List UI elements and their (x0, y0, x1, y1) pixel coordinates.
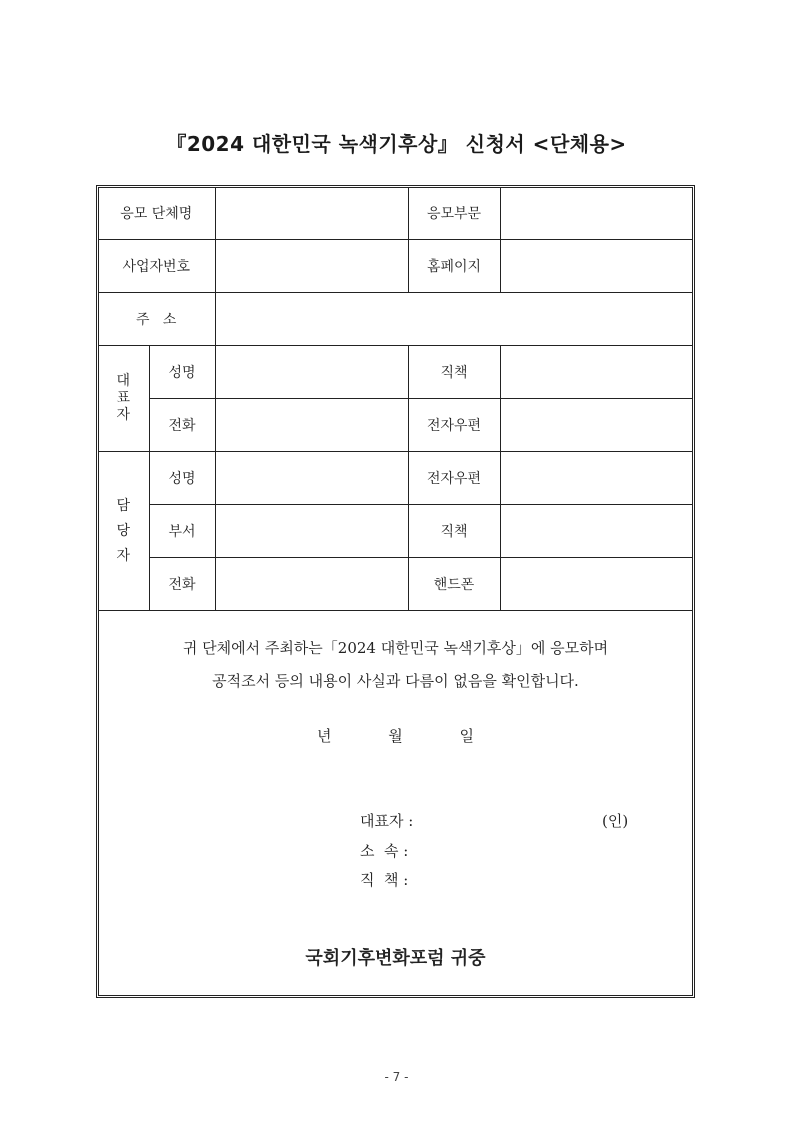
affiliation-label: 소 속 : (360, 842, 409, 860)
mgr-position-field[interactable] (500, 505, 693, 558)
declaration-section (98, 611, 693, 996)
declaration-line-2: 공적조서 등의 내용이 사실과 다름이 없음을 확인합니다. (212, 672, 579, 690)
rep-phone-field[interactable] (215, 399, 408, 452)
table-row (98, 558, 693, 611)
table-row (98, 346, 693, 399)
rep-group-char: 자 (116, 407, 131, 423)
day-label: 일 (459, 727, 475, 745)
mgr-email-label: 전자우편 (408, 452, 500, 505)
rep-position-label: 직책 (408, 346, 500, 399)
mgr-phone-field[interactable] (215, 558, 408, 611)
page-title: 『2024 대한민국 녹색기후상』 신청서 <단체용> (166, 132, 627, 156)
representative-signature-label: 대표자 : (360, 812, 414, 830)
rep-group-char: 대 (116, 373, 131, 389)
org-name-label: 응모 단체명 (98, 187, 215, 240)
declaration-line-1: 귀 단체에서 주최하는「2024 대한민국 녹색기후상」에 응모하며 (182, 639, 609, 657)
mgr-dept-field[interactable] (215, 505, 408, 558)
rep-email-label: 전자우편 (408, 399, 500, 452)
rep-phone-label: 전화 (149, 399, 215, 452)
mgr-email-field[interactable] (500, 452, 693, 505)
rep-name-label: 성명 (149, 346, 215, 399)
table-row (98, 452, 693, 505)
table-row (98, 505, 693, 558)
address-field[interactable] (215, 293, 693, 346)
mgr-name-field[interactable] (215, 452, 408, 505)
seal-mark: (인) (602, 812, 629, 830)
mgr-group-char: 당 (116, 522, 131, 539)
year-label: 년 (316, 727, 332, 745)
mgr-mobile-label: 핸드폰 (408, 558, 500, 611)
table-row (98, 240, 693, 293)
mgr-name-label: 성명 (149, 452, 215, 505)
mgr-phone-label: 전화 (149, 558, 215, 611)
recipient-line: 국회기후변화포럼 귀중 (305, 948, 486, 969)
position-label: 직 책 : (360, 871, 409, 889)
org-name-field[interactable] (215, 187, 408, 240)
biz-no-field[interactable] (215, 240, 408, 293)
table-row (98, 293, 693, 346)
page-number: - 7 - (384, 1070, 409, 1084)
manager-group-label (98, 452, 149, 611)
address-label: 주 소 (98, 293, 215, 346)
homepage-label: 홈페이지 (408, 240, 500, 293)
mgr-position-label: 직책 (408, 505, 500, 558)
category-label: 응모부문 (408, 187, 500, 240)
rep-email-field[interactable] (500, 399, 693, 452)
table-row (98, 187, 693, 240)
rep-group-char: 표 (116, 390, 131, 406)
mgr-mobile-field[interactable] (500, 558, 693, 611)
mgr-group-char: 자 (116, 547, 131, 564)
date-line (98, 725, 693, 746)
table-row (98, 399, 693, 452)
mgr-group-char: 담 (116, 497, 131, 514)
rep-name-field[interactable] (215, 346, 408, 399)
application-form-table (98, 187, 693, 611)
homepage-field[interactable] (500, 240, 693, 293)
representative-group-label (98, 346, 149, 452)
category-field[interactable] (500, 187, 693, 240)
month-label: 월 (388, 727, 403, 745)
biz-no-label: 사업자번호 (98, 240, 215, 293)
mgr-dept-label: 부서 (149, 505, 215, 558)
rep-position-field[interactable] (500, 346, 693, 399)
